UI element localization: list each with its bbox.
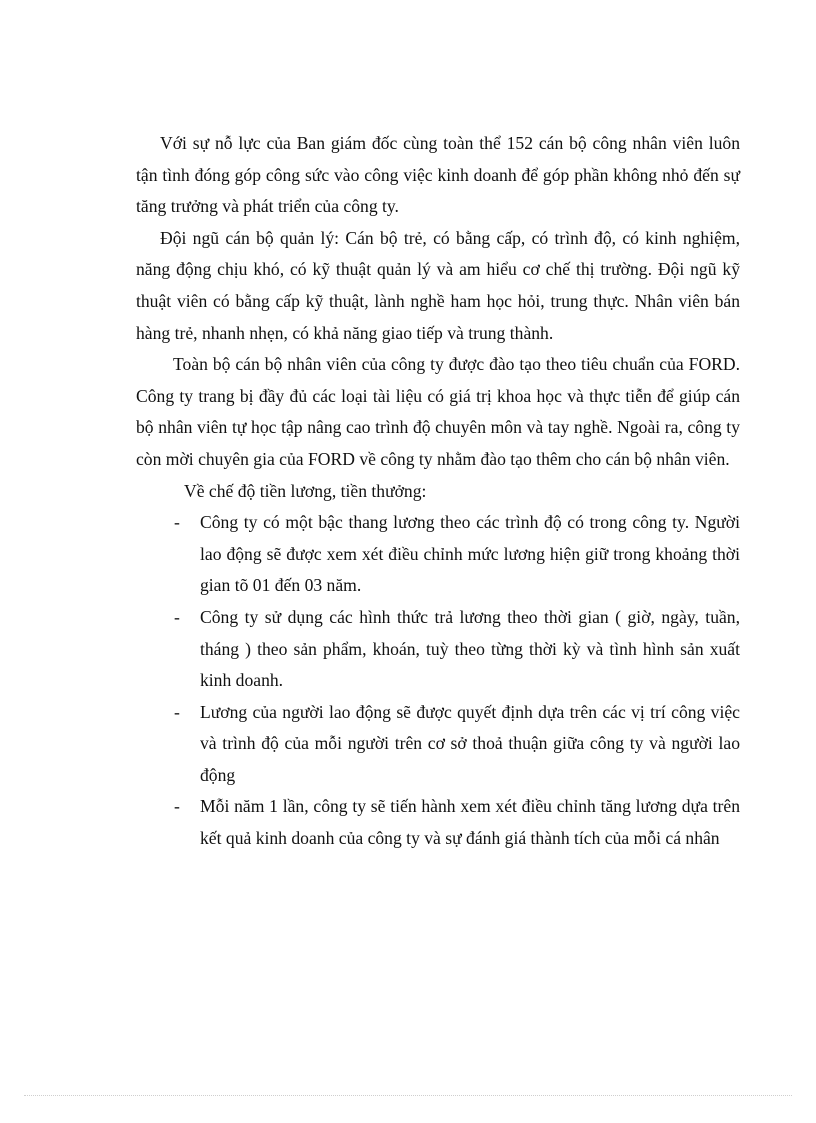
list-item-text: Lương của người lao động sẽ được quyết định dựa trên các vị trí công việc và trình độ của mỗi người trên cơ sở thoả thuận giữa công ty và người lao động (200, 701, 740, 785)
list-item (136, 602, 740, 697)
paragraph-staff-effort: Với sự nỗ lực của Ban giám đốc cùng toàn thể 152 cán bộ công nhân viên luôn tận tình đóng góp công sức vào công việc kinh doanh để góp phần không nhỏ đến sự tăng trưởng và phát triển của công ty. (136, 133, 740, 217)
page-bottom-divider (24, 1095, 792, 1096)
list-item-text: Công ty có một bậc thang lương theo các trình độ có trong công ty. Người lao động sẽ được xem xét điều chỉnh mức lương hiện giữ trong khoảng thời gian tõ 01 đến 03 năm. (200, 512, 740, 596)
list-item (136, 507, 740, 602)
salary-policy-list (136, 507, 740, 855)
paragraph-management-team: Đội ngũ cán bộ quản lý: Cán bộ trẻ, có bằng cấp, có trình độ, có kinh nghiệm, năng động chịu khó, có kỹ thuật quản lý và am hiểu cơ chế thị trường. Đội ngũ kỹ thuật viên có bằng cấp kỹ thuật, lành nghề ham học hỏi, trung thực. Nhân viên bán hàng trẻ, nhanh nhẹn, có khả năng giao tiếp và trung thành. (136, 227, 740, 343)
bullet-dash: - (174, 796, 180, 817)
bullet-dash: - (174, 512, 180, 533)
list-item (136, 697, 740, 792)
salary-heading: Về chế độ tiền lương, tiền thưởng: (184, 480, 427, 501)
list-item-text: Mỗi năm 1 lần, công ty sẽ tiến hành xem xét điều chỉnh tăng lương dựa trên kết quả kinh doanh của công ty và sự đánh giá thành tích của mỗi cá nhân (200, 796, 740, 849)
document-body (136, 128, 740, 855)
bullet-dash: - (174, 606, 180, 627)
list-item (136, 791, 740, 854)
list-item-text: Công ty sử dụng các hình thức trả lương theo thời gian ( giờ, ngày, tuần, tháng ) theo sản phẩm, khoán, tuỳ theo từng thời kỳ và tình hình sản xuất kinh doanh. (200, 606, 740, 691)
bullet-dash: - (174, 701, 180, 722)
paragraph-training: Toàn bộ cán bộ nhân viên của công ty được đào tạo theo tiêu chuẩn của FORD. Công ty trang bị đầy đủ các loại tài liệu có giá trị khoa học và thực tiễn để giúp cán bộ nhân viên tự học tập nâng cao trình độ chuyên môn và tay nghề. Ngoài ra, công ty còn mời chuyên gia của FORD về công ty nhằm đào tạo thêm cho cán bộ nhân viên. (136, 354, 740, 469)
